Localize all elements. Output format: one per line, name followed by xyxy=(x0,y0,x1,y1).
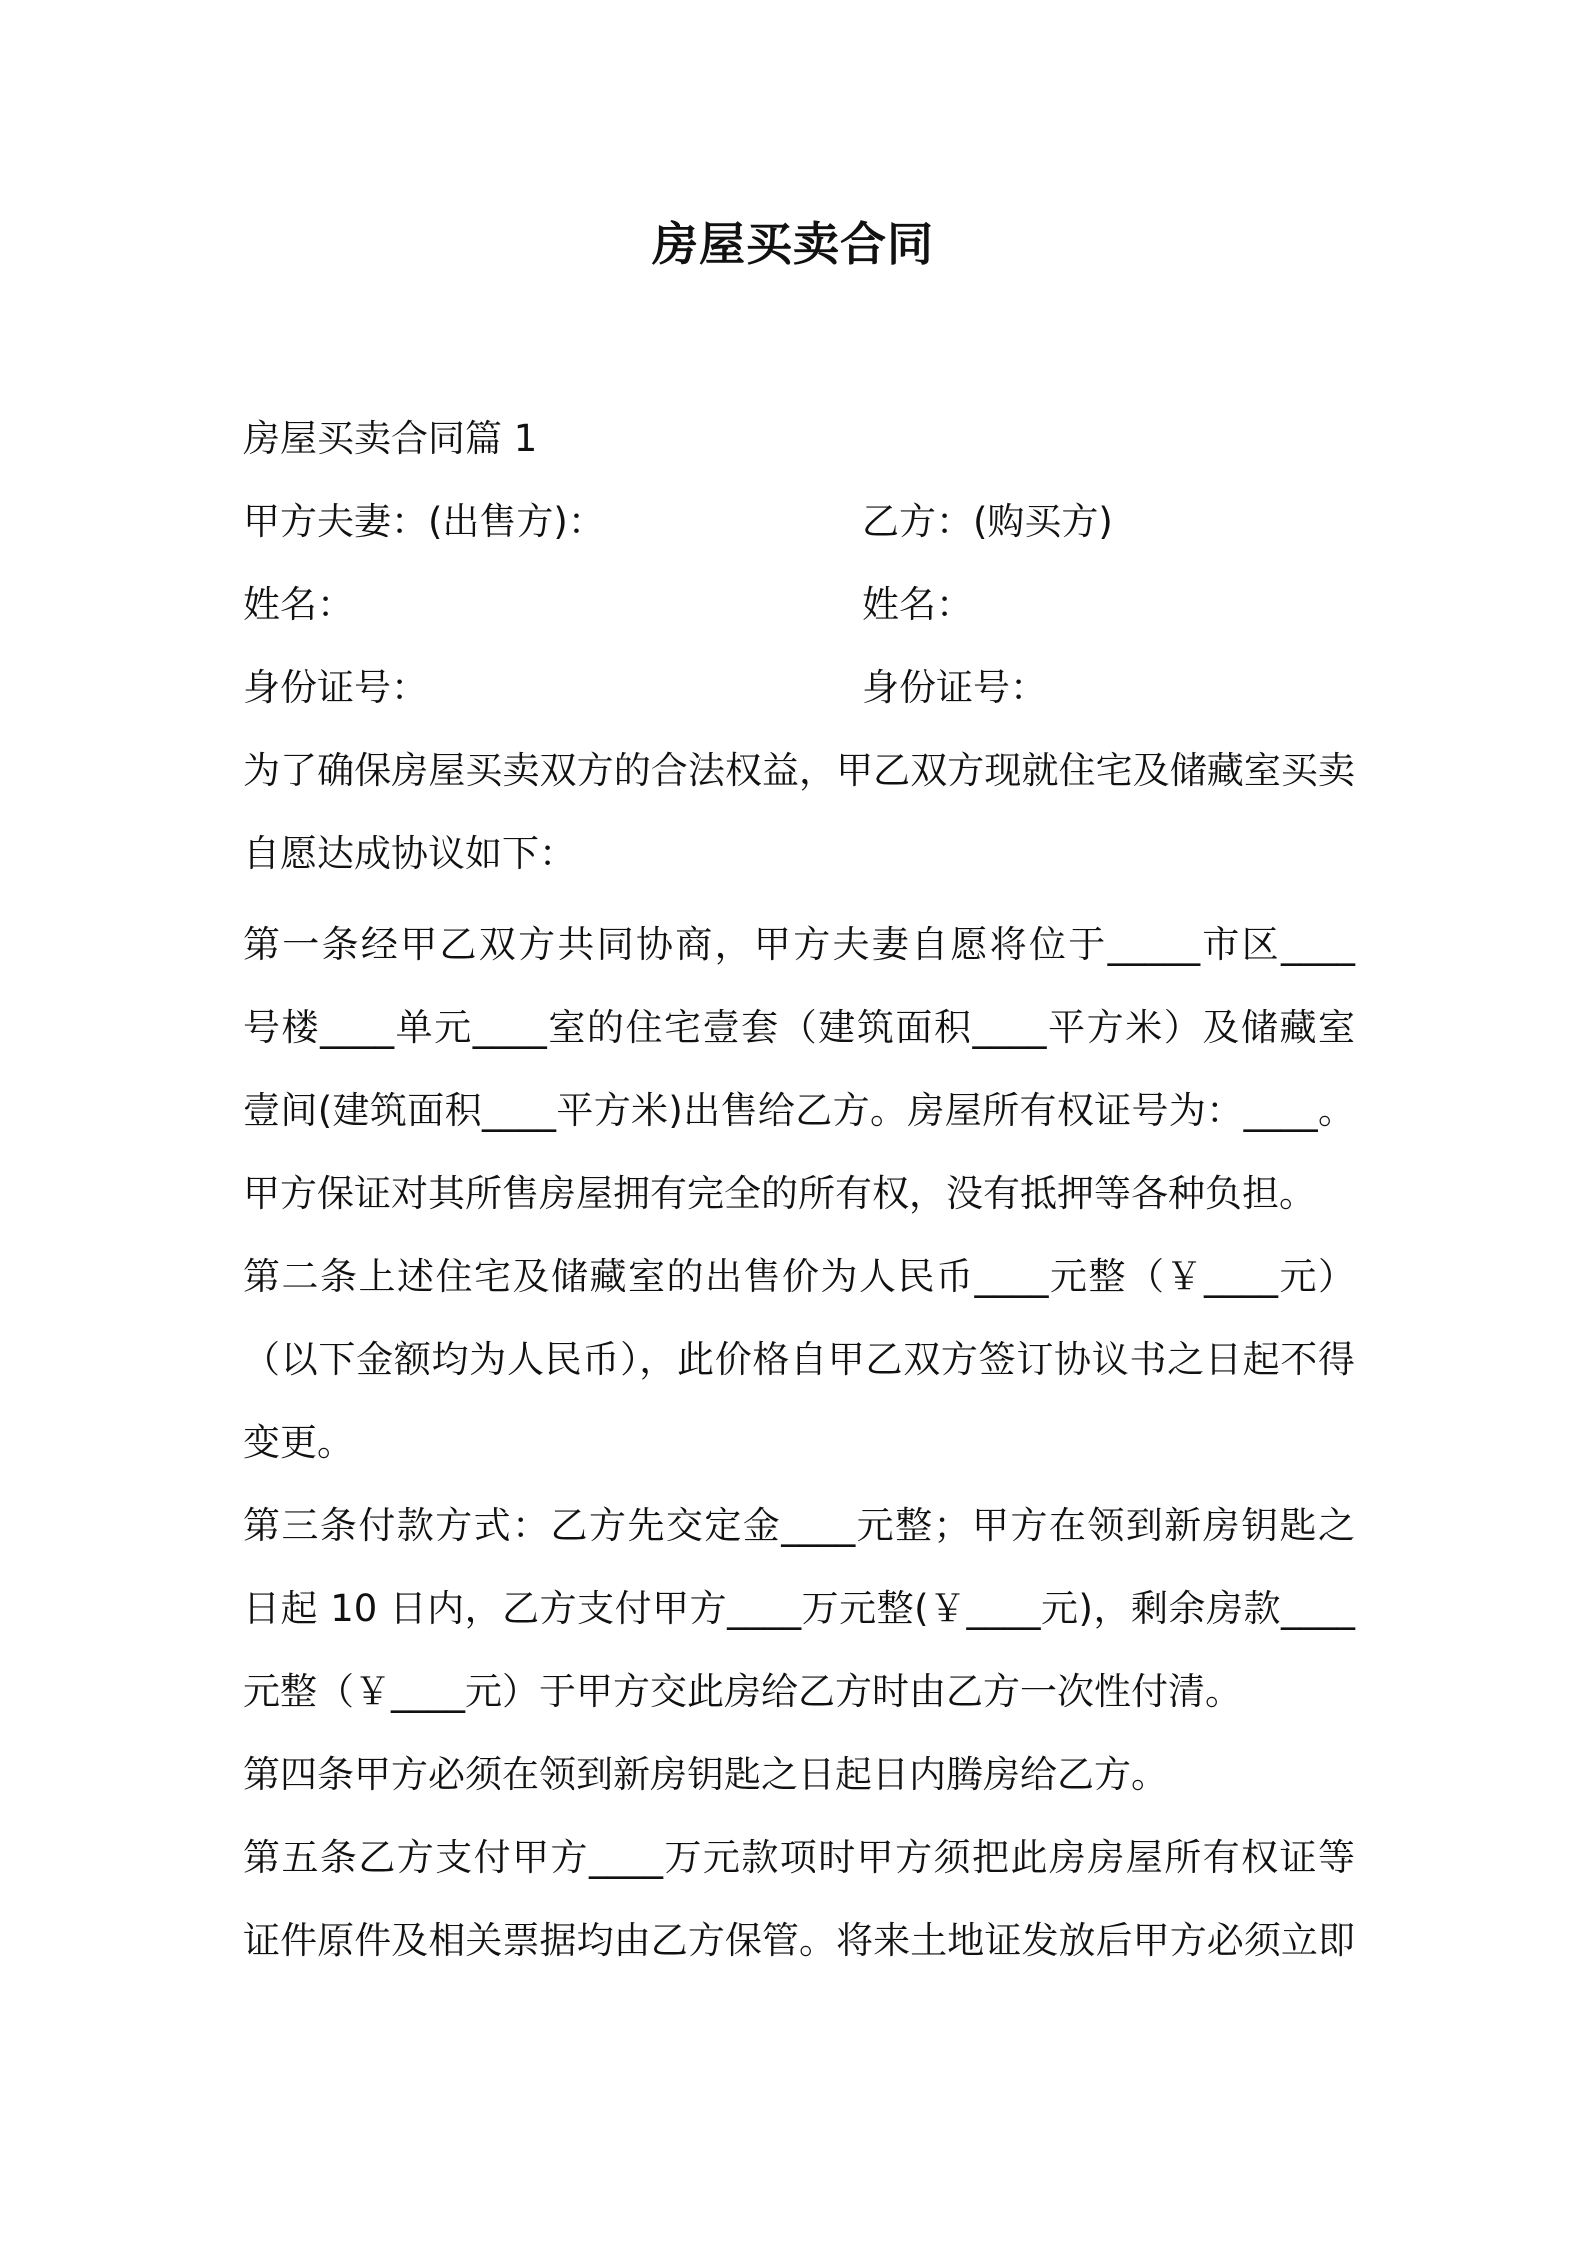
intro-paragraph-line: 为了确保房屋买卖双方的合法权益，甲乙双方现就住宅及储藏室买卖 xyxy=(243,749,1355,792)
article-3-line: 第三条付款方式：乙方先交定金____元整；甲方在领到新房钥匙之 xyxy=(243,1504,1355,1547)
article-1-line: 号楼____单元____室的住宅壹套（建筑面积____平方米）及储藏室 xyxy=(243,1006,1355,1049)
article-5-line: 证件原件及相关票据均由乙方保管。将来土地证发放后甲方必须立即 xyxy=(243,1919,1355,1962)
party-b-label: 乙方：(购买方) xyxy=(862,500,1113,543)
party-a-id-label: 身份证号： xyxy=(243,666,428,709)
article-1-line: 壹间(建筑面积____平方米)出售给乙方。房屋所有权证号为：____。 xyxy=(243,1089,1355,1132)
party-b-name-label: 姓名： xyxy=(862,583,973,626)
article-4-line: 第四条甲方必须在领到新房钥匙之日起日内腾房给乙方。 xyxy=(243,1753,1168,1796)
article-2-line: 第二条上述住宅及储藏室的出售价为人民币____元整（￥____元） xyxy=(243,1255,1355,1298)
party-a-label: 甲方夫妻：(出售方)： xyxy=(243,500,605,543)
article-5-line: 第五条乙方支付甲方____万元款项时甲方须把此房房屋所有权证等 xyxy=(243,1836,1355,1879)
article-3-line: 元整（￥____元）于甲方交此房给乙方时由乙方一次性付清。 xyxy=(243,1670,1242,1713)
intro-paragraph-line: 自愿达成协议如下： xyxy=(243,832,576,875)
party-a-name-label: 姓名： xyxy=(243,583,354,626)
party-b-id-label: 身份证号： xyxy=(862,666,1047,709)
article-1-line: 第一条经甲乙双方共同协商，甲方夫妻自愿将位于_____市区____ xyxy=(243,923,1355,966)
article-2-line: （以下金额均为人民币），此价格自甲乙双方签订协议书之日起不得 xyxy=(243,1338,1355,1381)
article-3-line: 日起 10 日内，乙方支付甲方____万元整(￥____元)，剩余房款____ xyxy=(243,1587,1355,1630)
article-1-line: 甲方保证对其所售房屋拥有完全的所有权，没有抵押等各种负担。 xyxy=(243,1172,1316,1215)
document-title: 房屋买卖合同 xyxy=(652,217,934,271)
article-2-line: 变更。 xyxy=(243,1421,354,1464)
section-heading: 房屋买卖合同篇 1 xyxy=(243,417,538,460)
